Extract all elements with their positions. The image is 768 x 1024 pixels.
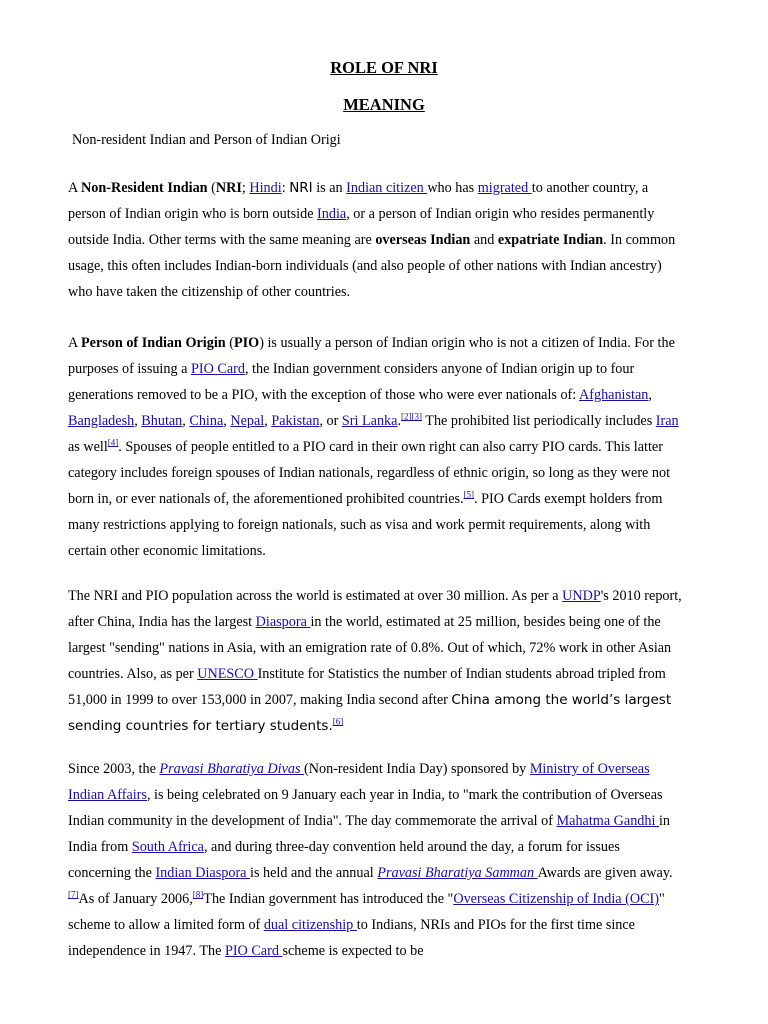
- text: is held and the annual: [250, 865, 378, 881]
- link-india[interactable]: India: [317, 206, 347, 222]
- section-heading: MEANING: [343, 95, 425, 114]
- reference-7[interactable]: [7]: [68, 889, 79, 900]
- text: China among the world’s largest sending countries for tertiary students.: [68, 692, 672, 734]
- link-indian-citizen[interactable]: Indian citizen: [346, 180, 428, 196]
- reference-4[interactable]: [4]: [107, 437, 119, 448]
- link-pravasi-bharatiya-samman[interactable]: Pravasi Bharatiya Samman: [377, 865, 538, 881]
- text: (: [225, 335, 234, 351]
- reference-3[interactable]: [3]: [411, 411, 422, 422]
- text: . PIO Cards exempt holders from many restrictions applying to foreign nationals, such as visa and work permit requirements, along with certain other economic limitations.: [68, 491, 663, 559]
- text: The prohibited list periodically includes: [422, 413, 656, 429]
- reference-6[interactable]: [6]: [332, 716, 344, 727]
- text: . In common usage, this often includes Indian-born individuals (and also people of other nations with Indian ancestry) who have taken the citizenship of other countries.: [68, 232, 676, 300]
- text: who has: [427, 180, 478, 196]
- text: to Indians, NRIs and PIOs for the first time since independence in 1947. The: [68, 917, 635, 959]
- link-pakistan[interactable]: Pakistan: [271, 413, 320, 429]
- text: ,: [264, 413, 272, 429]
- text: :: [281, 180, 290, 196]
- bold-term: PIO: [233, 335, 260, 351]
- text: (: [207, 180, 216, 196]
- bold-term: Person of Indian Origin: [81, 335, 226, 351]
- paragraph-pravasi-divas: [68, 756, 684, 964]
- link-nepal[interactable]: Nepal: [230, 413, 265, 429]
- text: A: [68, 180, 82, 196]
- document-title: ROLE OF NRI: [330, 58, 438, 77]
- text: , or: [319, 413, 342, 429]
- text: , is being celebrated on 9 January each year in India, to "mark the contribution of Overseas Indian community in the development of India". The day commemorate the arrival of: [68, 787, 663, 829]
- link-migrated[interactable]: migrated: [477, 180, 532, 196]
- bold-term: expatriate Indian: [497, 232, 604, 248]
- text: (Non-resident India Day) sponsored by: [304, 761, 530, 777]
- text: Since 2003, the: [68, 761, 160, 777]
- text: , the Indian government considers anyone of Indian origin up to four generations removed to be a PIO, with the exception of those who were ever nationals of:: [68, 361, 635, 403]
- text: As of January 2006,: [78, 891, 193, 907]
- text: Institute for Statistics the number of Indian students abroad tripled from 51,000 in 1999 to over 153,000 in 2007, making India second after: [68, 666, 666, 708]
- text: is an: [312, 180, 347, 196]
- link-diaspora[interactable]: Diaspora: [255, 614, 311, 630]
- link-pio-card[interactable]: PIO Card: [190, 361, 245, 377]
- link-sri-lanka[interactable]: Sri Lanka: [341, 413, 398, 429]
- text-nri-hindi: NRI: [289, 180, 313, 196]
- link-undp[interactable]: UNDP: [562, 588, 601, 604]
- text: 's 2010 report, after China, India has the largest: [68, 588, 682, 630]
- text: to another country, a person of Indian origin who is born outside: [68, 180, 649, 222]
- text: " scheme to allow a limited form of: [68, 891, 665, 933]
- text: ,: [182, 413, 190, 429]
- link-pio-card-scheme[interactable]: PIO Card: [224, 943, 283, 959]
- link-south-africa[interactable]: South Africa: [131, 839, 204, 855]
- text: ,: [648, 387, 652, 403]
- paragraph-pio-definition: [68, 330, 684, 564]
- link-unesco[interactable]: UNESCO: [197, 666, 258, 682]
- text: Awards are given away.: [537, 865, 673, 881]
- link-ministry-overseas-indian-affairs[interactable]: Ministry of Overseas Indian Affairs: [68, 761, 650, 803]
- text: ;: [241, 180, 250, 196]
- bold-term: NRI: [215, 180, 242, 196]
- link-bangladesh[interactable]: Bangladesh: [68, 413, 135, 429]
- text: in the world, estimated at 25 million, besides being one of the largest "sending" nations in Asia, with an emigration rate of 0.8%. Out of which, 72% work in other Asian countries. Also, as per: [68, 614, 672, 682]
- link-bhutan[interactable]: Bhutan: [141, 413, 183, 429]
- link-mahatma-gandhi[interactable]: Mahatma Gandhi: [556, 813, 659, 829]
- intro-line: Non-resident Indian and Person of Indian Origi: [72, 132, 341, 148]
- text: and: [470, 232, 498, 248]
- paragraph-nri-definition: [68, 175, 684, 305]
- reference-8[interactable]: [8]: [192, 889, 204, 900]
- text: The Indian government has introduced the ": [203, 891, 454, 907]
- paragraph-population: [68, 583, 684, 739]
- text: in India from: [68, 813, 671, 855]
- text: as well: [68, 439, 108, 455]
- link-iran[interactable]: Iran: [655, 413, 679, 429]
- link-hindi[interactable]: Hindi: [249, 180, 282, 196]
- bold-term: overseas Indian: [375, 232, 471, 248]
- link-dual-citizenship[interactable]: dual citizenship: [263, 917, 357, 933]
- text: . Spouses of people entitled to a PIO card in their own right can also carry PIO cards. This latter category includes foreign spouses of Indian nationals, regardless of ethnic origin, so long as they were not born in, or ever nationals of, the aforementioned prohibited countries.: [68, 439, 671, 507]
- text: .: [397, 413, 401, 429]
- text: scheme is expected to be: [282, 943, 424, 959]
- text: , and during three-day convention held around the day, a forum for issues concerning the: [68, 839, 620, 881]
- text: The NRI and PIO population across the world is estimated at over 30 million. As per a: [68, 588, 563, 604]
- link-oci[interactable]: Overseas Citizenship of India (OCI): [453, 891, 660, 907]
- bold-term: Non-Resident Indian: [81, 180, 208, 196]
- text: , or a person of Indian origin who resides permanently outside India. Other terms with the same meaning are: [68, 206, 655, 248]
- reference-2[interactable]: [2]: [401, 411, 412, 422]
- text: A: [68, 335, 82, 351]
- link-afghanistan[interactable]: Afghanistan: [579, 387, 649, 403]
- link-china[interactable]: China: [189, 413, 224, 429]
- text: ,: [223, 413, 231, 429]
- text: ) is usually a person of Indian origin who is not a citizen of India. For the purposes of issuing a: [68, 335, 675, 377]
- reference-5[interactable]: [5]: [463, 489, 475, 500]
- link-indian-diaspora[interactable]: Indian Diaspora: [155, 865, 251, 881]
- text: ,: [134, 413, 142, 429]
- link-pravasi-bharatiya-divas[interactable]: Pravasi Bharatiya Divas: [159, 761, 305, 777]
